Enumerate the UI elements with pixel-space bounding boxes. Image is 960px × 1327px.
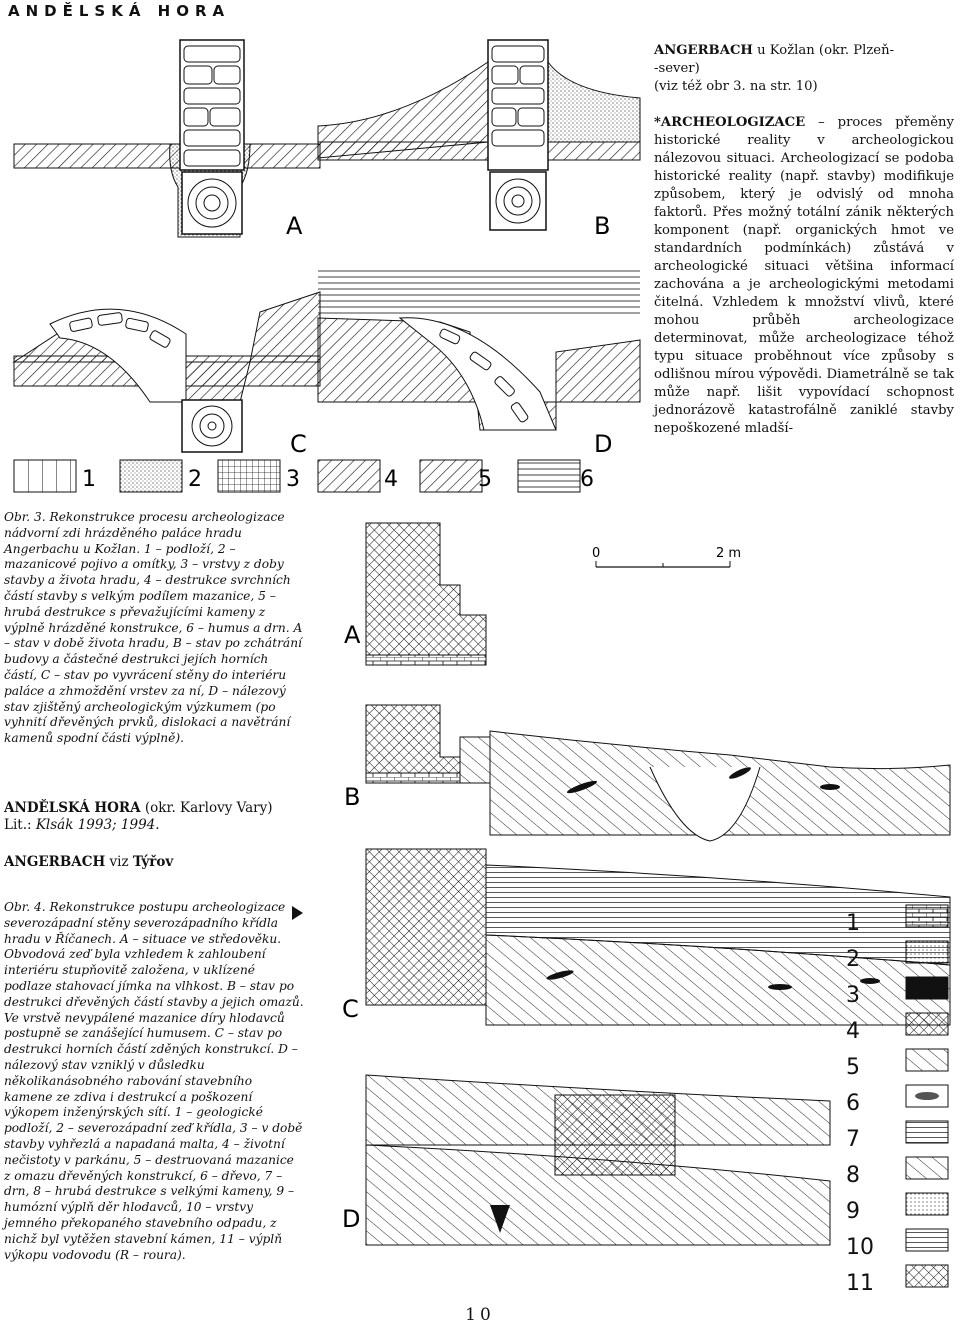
angerbach-entry xyxy=(654,42,954,96)
angerbach-reference-mid: viz xyxy=(105,854,133,870)
fig3-legend xyxy=(14,460,594,492)
fig4-legend-number: 2 xyxy=(846,947,860,972)
page-number: 10 xyxy=(465,1305,495,1325)
angerbach-reference-entry xyxy=(4,854,173,871)
fig3-panel-c xyxy=(14,292,320,458)
fig4-legend-number: 10 xyxy=(846,1235,874,1260)
svg-text:1: 1 xyxy=(82,467,96,492)
fig4-legend-number: 11 xyxy=(846,1271,874,1296)
fig4-panel-b xyxy=(344,705,950,841)
svg-text:D: D xyxy=(594,430,613,458)
fig4-legend-numbers xyxy=(846,906,886,1302)
angerbach-entry-location: u Kožlan (okr. Plzeň- xyxy=(752,43,895,58)
svg-text:D: D xyxy=(342,1205,361,1233)
fig4-legend-number: 3 xyxy=(846,983,860,1008)
angerbach-reference-title: ANGERBACH xyxy=(4,854,106,870)
running-header: ANDĚLSKÁ HORA xyxy=(8,2,231,20)
svg-text:5: 5 xyxy=(478,467,492,492)
svg-text:B: B xyxy=(344,783,361,811)
fig3-panel-d xyxy=(318,268,640,458)
svg-text:4: 4 xyxy=(384,467,398,492)
angerbach-entry-line2: -sever) xyxy=(654,61,700,76)
fig4-panel-d xyxy=(342,1075,830,1245)
figure-4-caption-text: Obr. 4. Rekonstrukce postupu archeologizace severozápadní stěny severozápadního křídla hradu v Říčanech. A – situace ve středověku. Obvodová zeď byla vzhledem k zahloubení interiéru stupňovitě založena, v uklízené podlaze stahovací jímka na vlhkost. B – stav po destrukci dřevěných částí stavby a jejich omazů. Ve vrstvě nevypálené mazanice díry hlodavců postupně se zanášející humusem. C – stav po destrukci horních částí zděných konstrukcí. D – nálezový stav vzniklý v důsledku několikanásobného rabování stavebního kamene ze zdiva i destrukcí a poškození výkopem inženýrských sítí. 1 – geologické podloží, 2 – severozápadní zeď křídla, 3 – v době stavby vyhřezlá a napadaná malta, 4 – životní nečistoty v parkánu, 5 – destruovaná mazanice z omazu dřevěných konstrukcí, 6 – dřevo, 7 – drn, 8 – hrubá destrukce s velkými kameny, 9 – humózní výplň děr hlodavců, 10 – vrstvy jemného překopaného stavebního odpadu, z nichž byl vytěžen stavební kámen, 11 – výplň výkopu vodovodu (R – roura). xyxy=(4,900,304,1262)
figure-3-drawing xyxy=(0,22,650,500)
archeologizace-entry xyxy=(654,114,954,438)
fig3-panel-b xyxy=(318,40,640,240)
svg-text:C: C xyxy=(290,430,307,458)
fig4-legend-number: 5 xyxy=(846,1055,860,1080)
figure-3-caption-text: Obr. 3. Rekonstrukce procesu archeologizace nádvorní zdi hrázděného paláce hradu Angerbachu u Kožlan. 1 – podloží, 2 – mazanicové pojivo a omítky, 3 – vrstvy z doby stavby a života hradu, 4 – destrukce svrchních částí stavby s velkým podílem mazanice, 5 – hrubá destrukce s převažujícími kameny z výplně hrázděné konstrukce, 6 – humus a drn. A – stav v době života hradu, B – stav po zchátrání budovy a částečné destrukci jejích horních částí, C – stav po vyvrácení stěny do interiéru paláce a zhmoždění vrstev za ní, D – nálezový stav zjištěný archeologickým výzkumem (po vyhnití dřevěných prvků, dislokaci a navětrání kamenů spodní části výplně). xyxy=(4,510,303,746)
fig4-scale-start: 0 xyxy=(592,546,601,561)
svg-text:6: 6 xyxy=(580,467,594,492)
angerbach-reference-target: Týřov xyxy=(132,854,174,870)
svg-text:C: C xyxy=(342,995,359,1023)
andelska-hora-location: (okr. Karlovy Vary) xyxy=(140,800,273,816)
fig4-legend-number: 1 xyxy=(846,911,860,936)
fig4-legend-number: 8 xyxy=(846,1163,860,1188)
angerbach-entry-see-also: (viz též obr 3. na str. 10) xyxy=(654,79,818,94)
andelska-hora-lit-value: Klsák 1993; 1994. xyxy=(35,817,160,833)
andelska-hora-lit-label: Lit.: xyxy=(4,817,36,833)
archeologizace-entry-body: – proces přeměny historické reality v archeologickou nálezovou situaci. Archeologizací se podoba historické reality (např. stavby) modifikuje způsobem, který je odvislý od mnoha faktorů. Přes možný totální zánik některých komponent (např. organických hmot ve standardních podmínkách) zůstává v archeologické situaci většina informací zachována a je archeologickými metodami čitelná. Vzhledem k množství vlivů, které mohou průběh archeologizace determinovat, může archeologizace téhož typu situace proběhnout více způsoby s odlišnou mírou výpovědi. Diametrálně se tak může např. lišit vypovídací schopnost jednorázově katastrofálně zaniklé stavby nepoškozené mladší- xyxy=(654,115,954,436)
svg-text:A: A xyxy=(286,212,303,240)
right-text-column xyxy=(654,42,954,438)
fig4-legend-number: 9 xyxy=(846,1199,860,1224)
fig4-scale-bar xyxy=(592,546,741,567)
fig4-legend-number: 4 xyxy=(846,1019,860,1044)
fig4-legend xyxy=(906,905,948,1287)
archeologizace-entry-title: *ARCHEOLOGIZACE xyxy=(654,115,806,130)
svg-text:3: 3 xyxy=(286,467,300,492)
fig4-legend-number: 6 xyxy=(846,1091,860,1116)
figure-3-caption xyxy=(4,510,304,747)
svg-text:B: B xyxy=(594,212,611,240)
angerbach-entry-title: ANGERBACH xyxy=(654,43,753,58)
fig4-panel-a xyxy=(344,523,486,665)
fig4-legend-number: 7 xyxy=(846,1127,860,1152)
andelska-hora-entry xyxy=(4,800,273,834)
fig3-panel-a xyxy=(14,40,320,240)
svg-text:A: A xyxy=(344,621,361,649)
figure-4-caption xyxy=(4,900,304,1263)
triangle-marker-icon xyxy=(292,906,303,920)
svg-text:2: 2 xyxy=(188,467,202,492)
andelska-hora-title: ANDĚLSKÁ HORA xyxy=(4,800,141,816)
fig4-scale-end: 2 m xyxy=(716,546,742,561)
